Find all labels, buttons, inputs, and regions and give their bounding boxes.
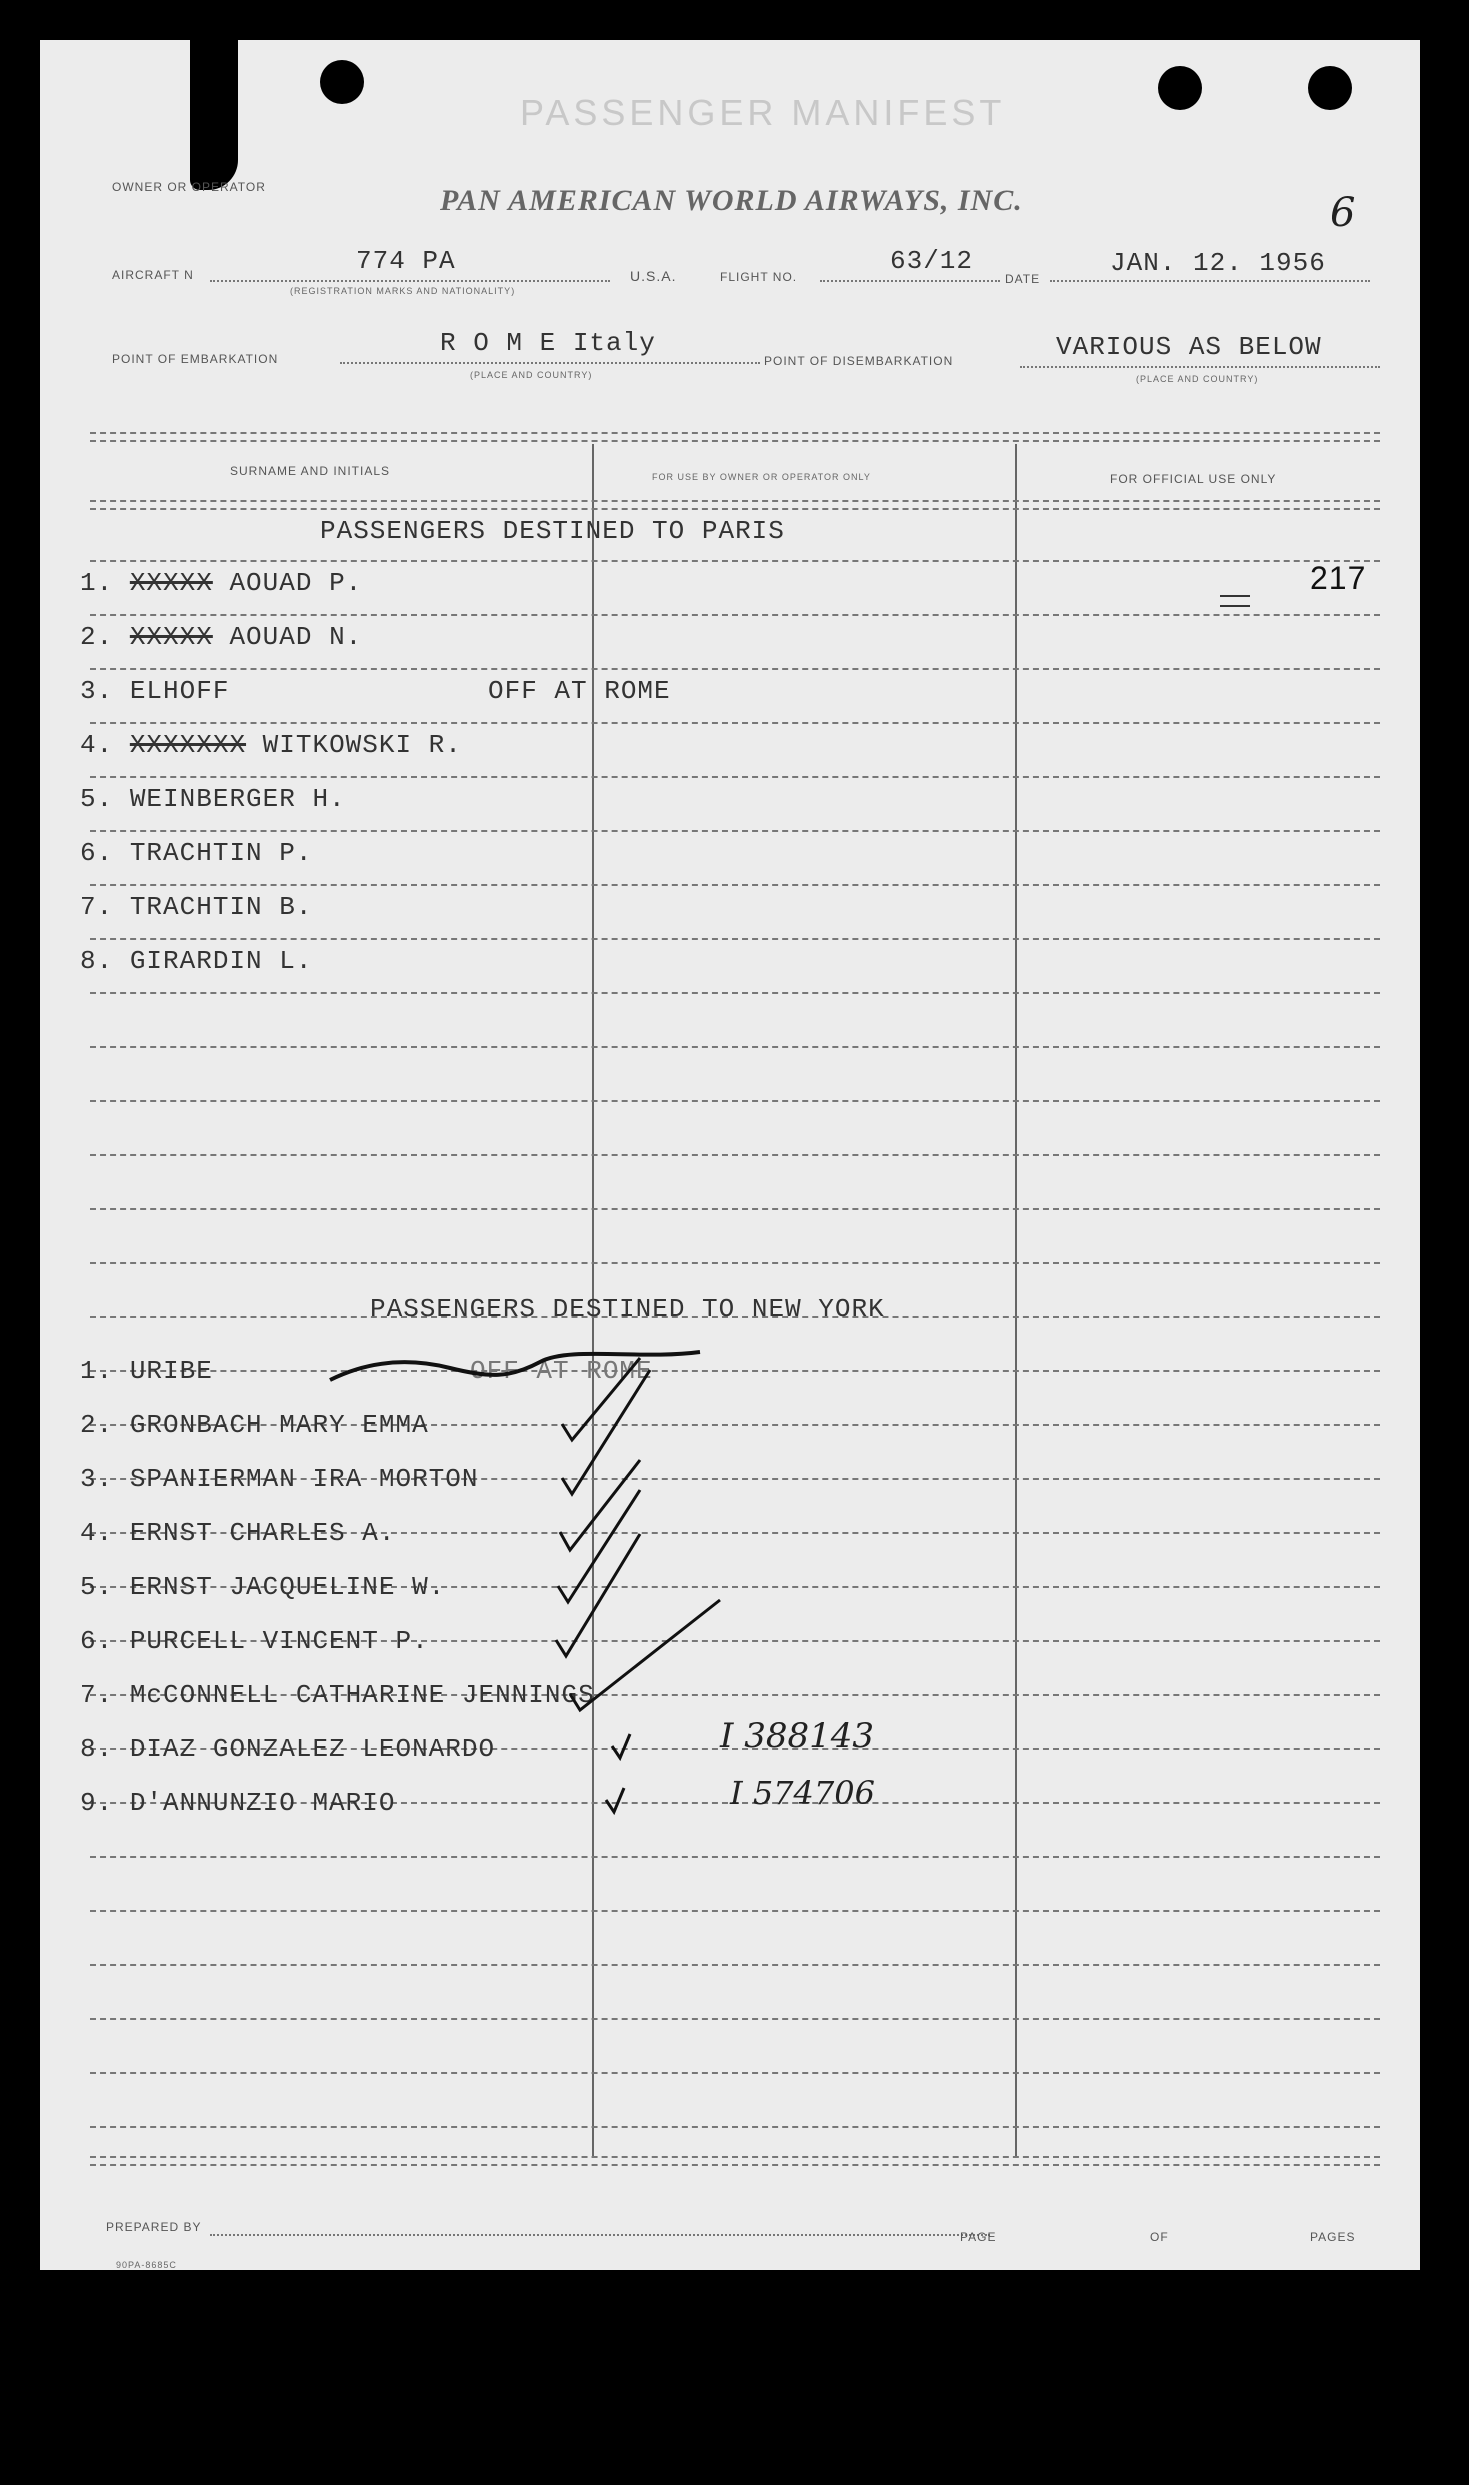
check-mark [612, 1734, 630, 1758]
owner-label: OWNER OR OPERATOR [112, 180, 266, 194]
paris-heading: PASSENGERS DESTINED TO PARIS [320, 516, 785, 546]
check-mark [1220, 596, 1250, 606]
list-item: 7. McCONNELL CATHARINE JENNINGS [80, 1680, 595, 1710]
handwritten-ticket: I 388143 [720, 1716, 875, 1756]
flight-label: FLIGHT NO. [720, 270, 798, 284]
airline-name: PAN AMERICAN WORLD AIRWAYS, INC. [440, 184, 1023, 217]
prepared-label: PREPARED BY [106, 2220, 202, 2234]
list-item: 4. XXXXXXX WITKOWSKI R. [80, 730, 462, 760]
list-item: 6. TRACHTIN P. [80, 838, 313, 868]
date-label: DATE [1005, 272, 1041, 286]
usa-label: U.S.A. [630, 268, 677, 284]
column-header-official: FOR OFFICIAL USE ONLY [1110, 472, 1277, 486]
disembark-sub: (PLACE AND COUNTRY) [1136, 374, 1259, 384]
handwritten-ticket: I 574706 [730, 1774, 875, 1812]
check-mark [570, 1600, 720, 1710]
list-item: 1. URIBE [80, 1356, 213, 1386]
date-value: JAN. 12. 1956 [1110, 248, 1326, 278]
column-header-surname: SURNAME AND INITIALS [230, 464, 391, 478]
check-mark [562, 1370, 650, 1494]
scribble-strikeout [330, 1352, 700, 1380]
list-item: 9. D'ANNUNZIO MARIO [80, 1788, 396, 1818]
list-item: 3. ELHOFF [80, 676, 230, 706]
official-number: 217 [1310, 560, 1367, 596]
aircraft-label: AIRCRAFT N [112, 268, 194, 282]
check-mark [558, 1490, 640, 1602]
list-item: 5. WEINBERGER H. [80, 784, 346, 814]
list-item: 2. GRONBACH MARY EMMA [80, 1410, 429, 1440]
row-note: OFF AT ROME [488, 676, 671, 706]
list-item: 8. GIRARDIN L. [80, 946, 313, 976]
column-header-owner: FOR USE BY OWNER OR OPERATOR ONLY [652, 472, 871, 482]
check-mark [560, 1460, 640, 1550]
list-item: 4. ERNST CHARLES A. [80, 1518, 396, 1548]
form-code: 90PA-8685C [116, 2260, 177, 2270]
aircraft-sub: (REGISTRATION MARKS AND NATIONALITY) [290, 286, 516, 296]
disembark-label: POINT OF DISEMBARKATION [764, 354, 954, 368]
list-item: 6. PURCELL VINCENT P. [80, 1626, 429, 1656]
list-item: 1. XXXXX AOUAD P. [80, 568, 363, 598]
list-item: 3. SPANIERMAN IRA MORTON [80, 1464, 479, 1494]
check-mark [562, 1358, 640, 1440]
of-label: OF [1150, 2230, 1169, 2244]
flight-value: 63/12 [890, 246, 974, 276]
aircraft-value: 774 PA [356, 246, 456, 276]
embark-value: R O M E Italy [440, 328, 656, 358]
list-item: 5. ERNST JACQUELINE W. [80, 1572, 446, 1602]
row-note: OFF AT ROME [470, 1356, 653, 1386]
form-title: PASSENGER MANIFEST [520, 92, 1006, 133]
disembark-value: VARIOUS AS BELOW [1056, 332, 1322, 362]
list-item: 2. XXXXX AOUAD N. [80, 622, 363, 652]
check-mark [606, 1788, 624, 1812]
pages-label: PAGES [1310, 2230, 1356, 2244]
embark-sub: (PLACE AND COUNTRY) [470, 370, 593, 380]
list-item: 8. DIAZ GONZALEZ LEONARDO [80, 1734, 496, 1764]
newyork-heading: PASSENGERS DESTINED TO NEW YORK [370, 1294, 885, 1324]
embark-label: POINT OF EMBARKATION [112, 352, 279, 366]
handwritten-page: 6 [1330, 190, 1356, 236]
check-mark [556, 1534, 640, 1656]
page-label: PAGE [960, 2230, 997, 2244]
manifest-sheet [40, 40, 1420, 2270]
list-item: 7. TRACHTIN B. [80, 892, 313, 922]
handwritten-checkmarks [40, 40, 1420, 2270]
